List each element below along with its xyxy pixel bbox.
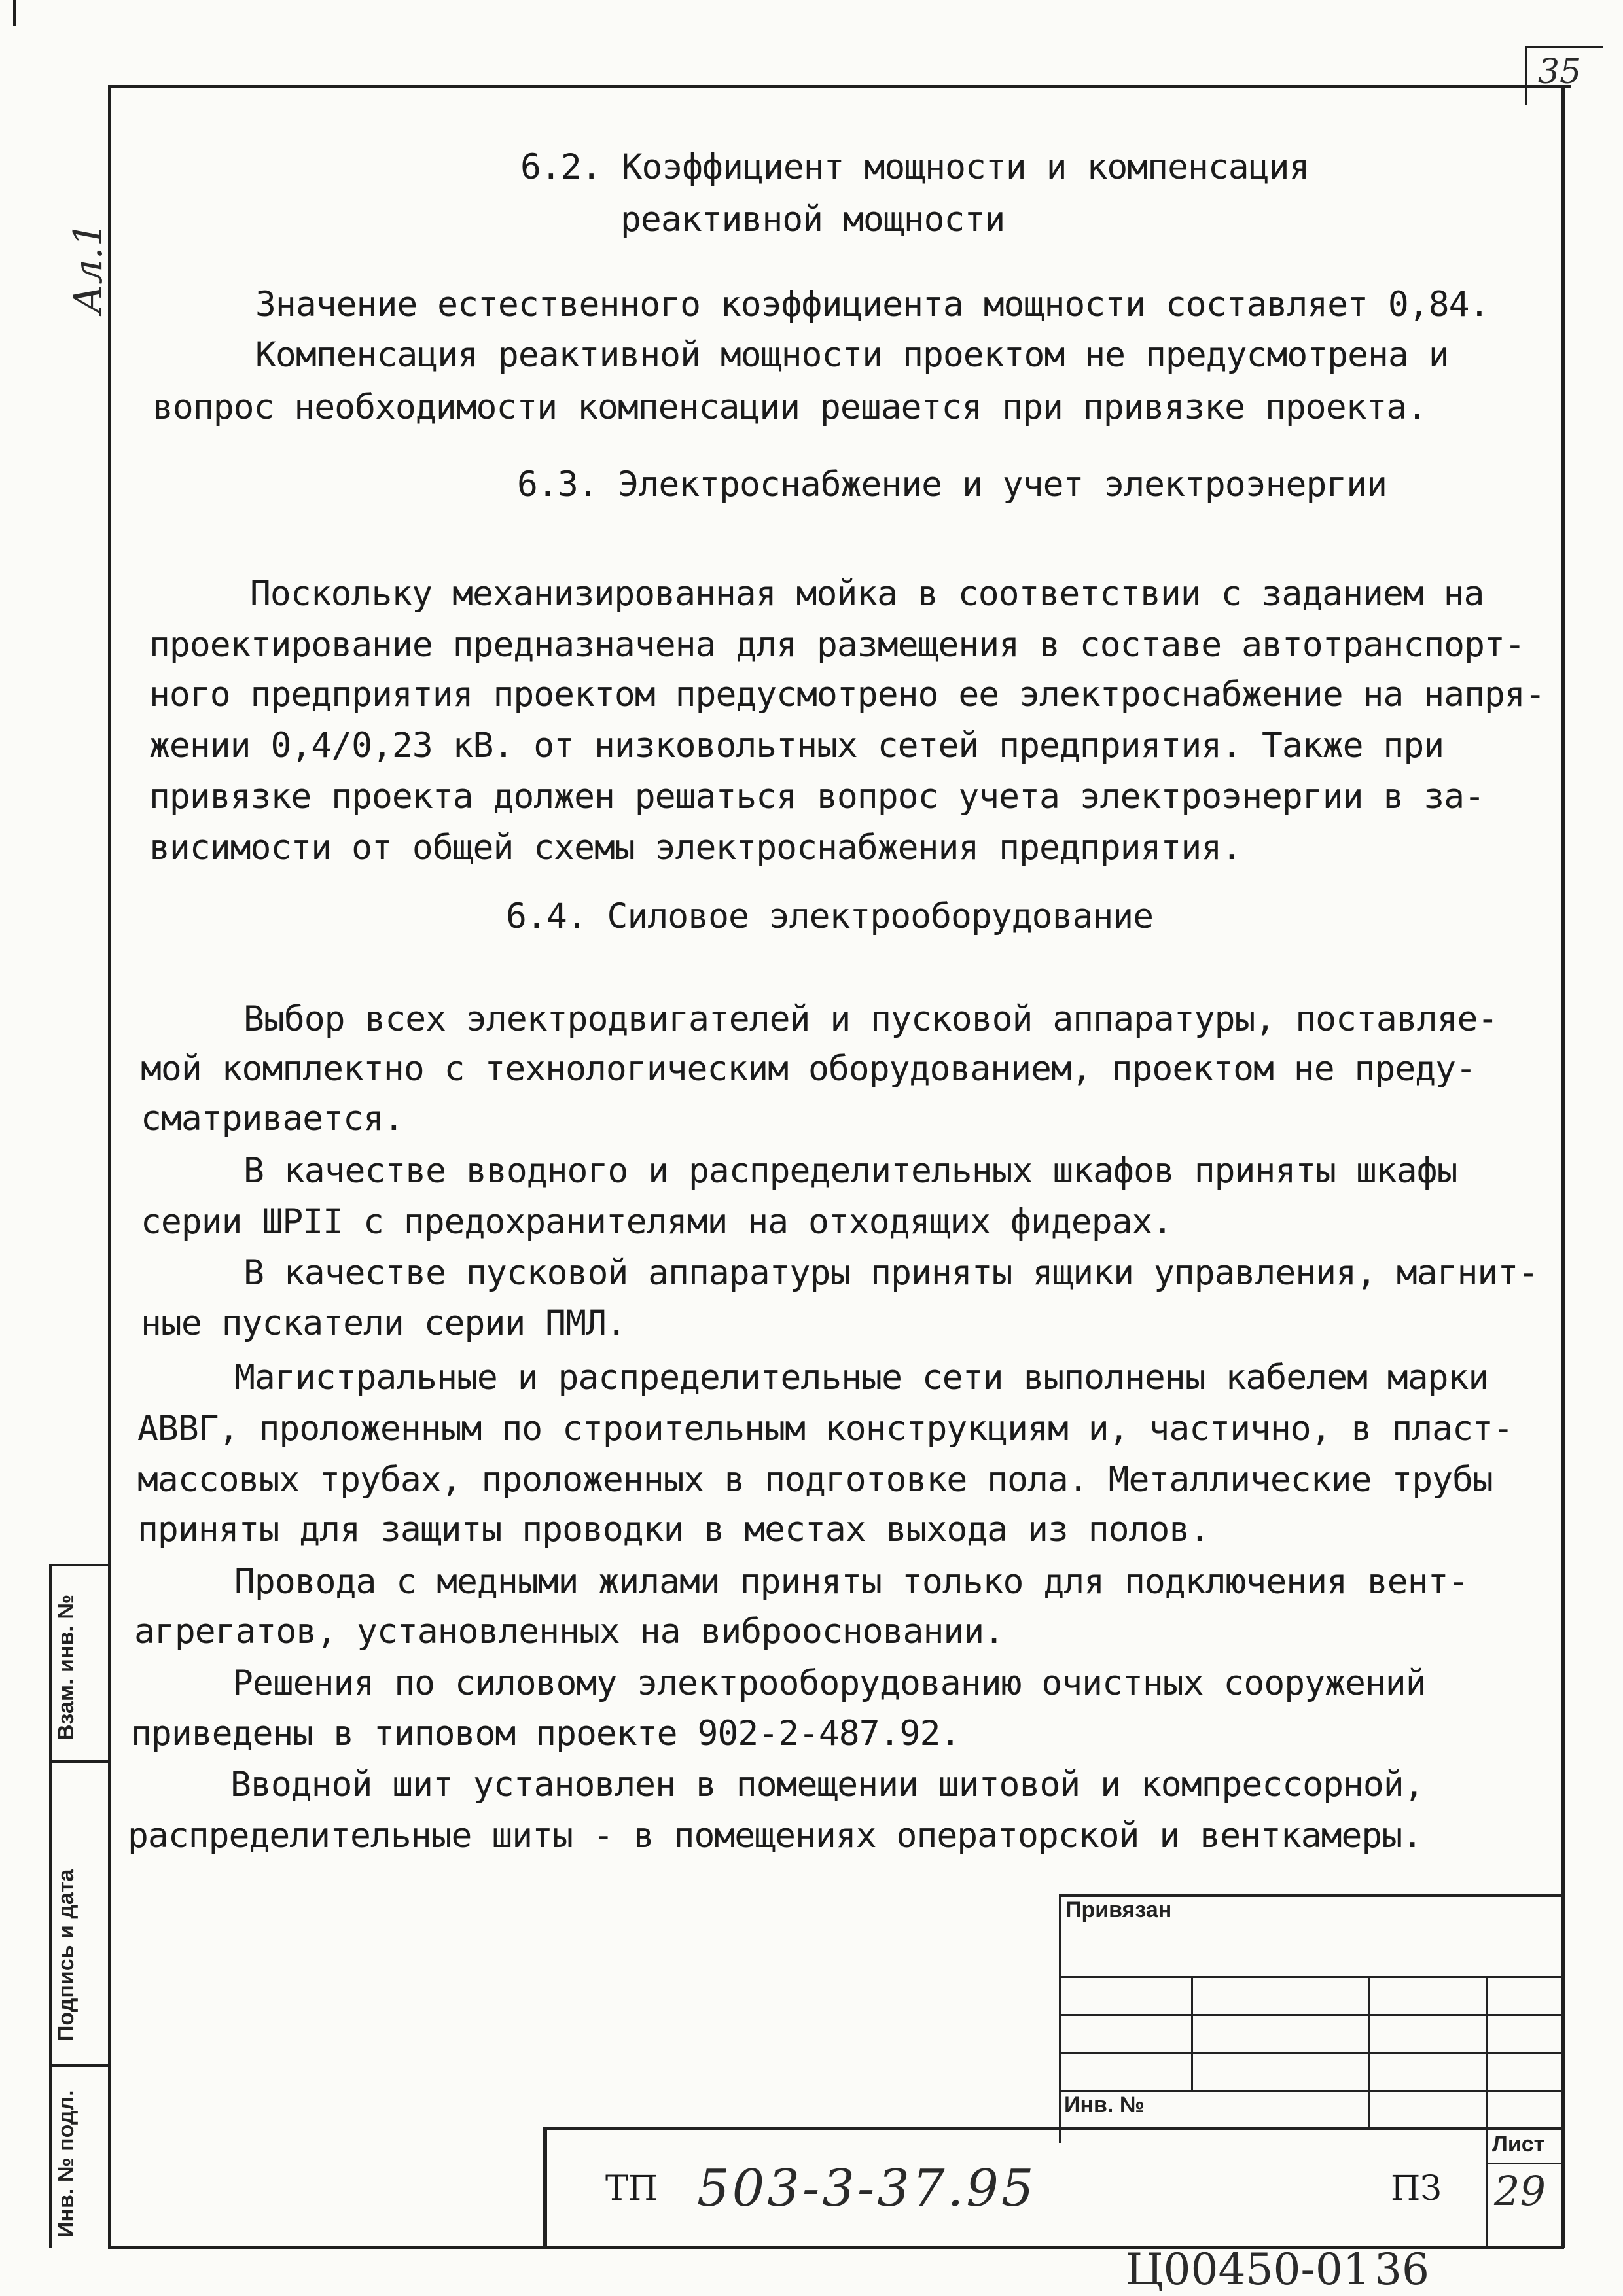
- stamp-sheet-label: Лист: [1492, 2132, 1545, 2157]
- bottom-handwritten-number: 36: [1374, 2244, 1429, 2295]
- section-6-4-p3-l2: ные пускатели серии ПМЛ.: [141, 1303, 626, 1343]
- section-6-2-p1: Значение естественного коэффициента мощности составляет 0,84.: [255, 285, 1489, 325]
- stamp-sheet-value: 29: [1494, 2167, 1546, 2215]
- side-strip-sep2: [49, 2064, 111, 2067]
- frame-top-line: [111, 85, 1571, 88]
- side-label-inv-podl: Инв. № подл.: [54, 2090, 79, 2238]
- section-6-4-p7-l2: распределительные шиты - в помещениях операторской и венткамеры.: [128, 1816, 1423, 1856]
- stamp-main-top: [543, 2127, 1564, 2130]
- stamp-col-line-2: [1368, 1976, 1370, 2128]
- stamp-sheet-mid: [1486, 2163, 1564, 2164]
- section-6-4-p6-l1: Решения по силовому электрооборудованию очистных сооружений: [232, 1663, 1426, 1703]
- section-6-2-p2-l2: вопрос необходимости компенсации решается при привязке проекта.: [152, 387, 1427, 427]
- section-6-4-p2-l1: В качестве вводного и распределительных шкафов приняты шкафы: [243, 1151, 1457, 1191]
- side-label-vzam: Взам. инв. №: [54, 1594, 79, 1740]
- side-label-podpis: Подпись и дата: [54, 1869, 79, 2041]
- margin-handwritten-mark: Ал.1: [65, 222, 111, 314]
- frame-right-line: [1561, 85, 1565, 2248]
- side-strip-sep1: [49, 1760, 111, 1763]
- stamp-col-line-1: [1191, 1976, 1193, 2090]
- side-strip-right-line: [108, 1564, 111, 2248]
- section-6-2-title-line1: 6.2. Коэффициент мощности и компенсация: [520, 147, 1310, 187]
- section-6-4-p4-l3: массовых трубах, проложенных в подготовке пола. Металлические трубы: [137, 1460, 1493, 1500]
- section-6-4-p4-l4: приняты для защиты проводки в местах выхода из полов.: [137, 1510, 1210, 1549]
- stamp-sheet-left: [1486, 2127, 1488, 2248]
- sheet-number-box-top: [1525, 46, 1603, 48]
- section-6-4-p7-l1: Вводной шит установлен в помещении шитовой и компрессорной,: [230, 1765, 1424, 1805]
- section-6-4-p1-l3: сматривается.: [141, 1099, 404, 1139]
- stamp-privyazan-label: Привязан: [1065, 1898, 1172, 1922]
- section-6-3-p1-l1: Поскольку механизированная мойка в соответствии с заданием на: [250, 574, 1484, 614]
- stamp-main-left: [543, 2127, 547, 2248]
- section-6-3-p1-l5: привязке проекта должен решаться вопрос учета электроэнергии в за-: [149, 777, 1484, 817]
- section-6-3-title: 6.3. Электроснабжение и учет электроэнергии: [517, 465, 1387, 504]
- section-6-2-p2-l1: Компенсация реактивной мощности проектом не предусмотрена и: [255, 335, 1449, 375]
- section-6-3-p1-l6: висимости от общей схемы электроснабжения предприятия.: [149, 828, 1242, 868]
- section-6-4-p5-l1: Провода с медными жилами приняты только для подключения вент-: [234, 1562, 1469, 1602]
- section-6-2-title-line2: реактивной мощности: [620, 200, 1005, 239]
- stamp-inv-label: Инв. №: [1064, 2093, 1145, 2117]
- section-6-3-p1-l3: ного предприятия проектом предусмотрено ее электроснабжение на напря-: [149, 675, 1545, 715]
- stamp-doc-code: 503-3-37.95: [697, 2159, 1037, 2218]
- top-left-margin-mark: [13, 0, 16, 26]
- section-6-4-p3-l1: В качестве пусковой аппаратуры приняты ящики управления, магнит-: [243, 1253, 1539, 1293]
- section-6-4-p5-l2: агрегатов, установленных на виброосновании.: [134, 1612, 1005, 1651]
- bottom-handwritten-code: Ц00450-01: [1126, 2244, 1370, 2295]
- section-6-4-p4-l2: АВВГ, проложенным по строительным конструкциям и, частично, в пласт-: [137, 1409, 1513, 1449]
- section-6-4-title: 6.4. Силовое электрооборудование: [506, 896, 1154, 936]
- section-6-4-p4-l1: Магистральные и распределительные сети выполнены кабелем марки: [234, 1358, 1489, 1398]
- section-6-4-p2-l2: серии ШРII с предохранителями на отходящих фидерах.: [141, 1202, 1173, 1242]
- stamp-col-line-3: [1486, 1976, 1488, 2128]
- section-6-3-p1-l4: жении 0,4/0,23 кВ. от низковольтных сетей предприятия. Также при: [149, 726, 1444, 766]
- stamp-privyazan-left: [1059, 1894, 1061, 2143]
- stamp-privyazan-top: [1059, 1894, 1563, 1897]
- section-6-4-p1-l2: мой комплектно с технологическим оборудованием, проектом не преду-: [141, 1049, 1476, 1089]
- side-strip-left-line: [49, 1564, 52, 2248]
- stamp-doc-prefix: ТП: [605, 2169, 658, 2208]
- section-6-4-p6-l2: приведены в типовом проекте 902-2-487.92.: [131, 1714, 961, 1754]
- section-6-3-p1-l2: проектирование предназначена для размещения в составе автотранспорт-: [149, 625, 1525, 665]
- stamp-doc-type: ПЗ: [1391, 2169, 1442, 2208]
- page-sheet-number: 35: [1538, 52, 1582, 92]
- side-strip-top-line: [49, 1564, 111, 1566]
- sheet-number-box-left: [1525, 46, 1527, 105]
- section-6-4-p1-l1: Выбор всех электродвигателей и пусковой аппаратуры, поставляе-: [243, 999, 1498, 1039]
